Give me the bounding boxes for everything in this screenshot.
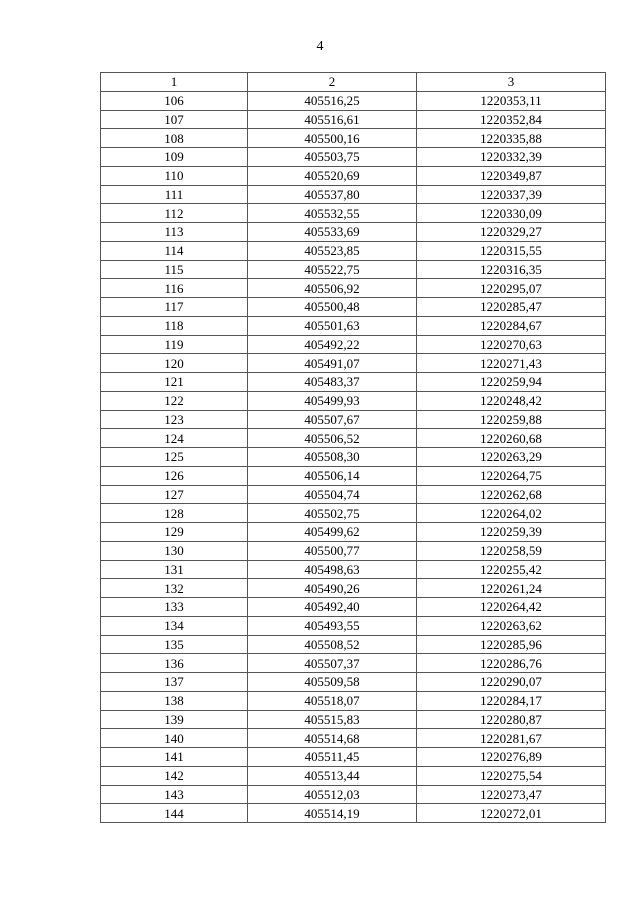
table-cell-col-1: 109 — [101, 148, 248, 167]
table-cell-col-1: 127 — [101, 485, 248, 504]
table-cell-col-1: 107 — [101, 110, 248, 129]
table-row — [101, 316, 606, 335]
table-cell-col-2: 405515,83 — [248, 710, 417, 729]
table-header — [101, 73, 606, 92]
table-row — [101, 410, 606, 429]
table-cell-col-2: 405502,75 — [248, 504, 417, 523]
table-row — [101, 466, 606, 485]
table-cell-col-2: 405514,19 — [248, 804, 417, 823]
table-cell-col-2: 405499,62 — [248, 523, 417, 542]
table-cell-col-1: 129 — [101, 523, 248, 542]
table-cell-col-2: 405500,48 — [248, 298, 417, 317]
table-cell-col-3: 1220284,67 — [417, 316, 606, 335]
table-cell-col-3: 1220264,02 — [417, 504, 606, 523]
table-cell-col-3: 1220284,17 — [417, 691, 606, 710]
table-cell-col-2: 405507,67 — [248, 410, 417, 429]
table-cell-col-1: 135 — [101, 635, 248, 654]
table-cell-col-1: 124 — [101, 429, 248, 448]
table-cell-col-2: 405492,40 — [248, 598, 417, 617]
table-row — [101, 279, 606, 298]
table-cell-col-2: 405491,07 — [248, 354, 417, 373]
table-cell-col-1: 115 — [101, 260, 248, 279]
table-row — [101, 729, 606, 748]
table-cell-col-2: 405506,52 — [248, 429, 417, 448]
table-cell-col-2: 405504,74 — [248, 485, 417, 504]
table-cell-col-3: 1220281,67 — [417, 729, 606, 748]
table-row — [101, 204, 606, 223]
table-row — [101, 260, 606, 279]
table-cell-col-2: 405520,69 — [248, 166, 417, 185]
header-cell-2: 2 — [248, 73, 417, 92]
table-cell-col-1: 108 — [101, 129, 248, 148]
table-row — [101, 129, 606, 148]
table-cell-col-3: 1220255,42 — [417, 560, 606, 579]
table-cell-col-3: 1220329,27 — [417, 223, 606, 242]
table-cell-col-2: 405523,85 — [248, 241, 417, 260]
table-cell-col-3: 1220285,96 — [417, 635, 606, 654]
table-cell-col-2: 405506,92 — [248, 279, 417, 298]
table-cell-col-3: 1220273,47 — [417, 785, 606, 804]
table-row — [101, 673, 606, 692]
table-cell-col-3: 1220332,39 — [417, 148, 606, 167]
table-cell-col-1: 110 — [101, 166, 248, 185]
table-cell-col-3: 1220261,24 — [417, 579, 606, 598]
table-row — [101, 541, 606, 560]
table-cell-col-3: 1220264,42 — [417, 598, 606, 617]
table-row — [101, 485, 606, 504]
table-cell-col-2: 405512,03 — [248, 785, 417, 804]
table-row — [101, 560, 606, 579]
table-cell-col-3: 1220280,87 — [417, 710, 606, 729]
table-cell-col-1: 119 — [101, 335, 248, 354]
table-row — [101, 110, 606, 129]
table-cell-col-3: 1220337,39 — [417, 185, 606, 204]
table-cell-col-3: 1220335,88 — [417, 129, 606, 148]
table-cell-col-3: 1220260,68 — [417, 429, 606, 448]
table-cell-col-3: 1220248,42 — [417, 391, 606, 410]
table-row — [101, 504, 606, 523]
table-cell-col-3: 1220290,07 — [417, 673, 606, 692]
table-row — [101, 691, 606, 710]
table-row — [101, 710, 606, 729]
header-cell-3: 3 — [417, 73, 606, 92]
table-row — [101, 91, 606, 110]
table-cell-col-1: 122 — [101, 391, 248, 410]
table-row — [101, 148, 606, 167]
table-body — [101, 91, 606, 822]
table-cell-col-2: 405509,58 — [248, 673, 417, 692]
table-cell-col-2: 405522,75 — [248, 260, 417, 279]
table-row — [101, 354, 606, 373]
table-cell-col-1: 121 — [101, 373, 248, 392]
table-cell-col-1: 138 — [101, 691, 248, 710]
table-row — [101, 298, 606, 317]
table-cell-col-2: 405516,61 — [248, 110, 417, 129]
table-cell-col-1: 120 — [101, 354, 248, 373]
table-row — [101, 766, 606, 785]
header-row — [101, 73, 606, 92]
table-row — [101, 579, 606, 598]
table-cell-col-1: 125 — [101, 448, 248, 467]
table-cell-col-3: 1220263,62 — [417, 616, 606, 635]
table-cell-col-2: 405483,37 — [248, 373, 417, 392]
table-cell-col-2: 405507,37 — [248, 654, 417, 673]
table-cell-col-1: 143 — [101, 785, 248, 804]
table-cell-col-2: 405532,55 — [248, 204, 417, 223]
table-cell-col-1: 112 — [101, 204, 248, 223]
table-cell-col-3: 1220272,01 — [417, 804, 606, 823]
table-row — [101, 185, 606, 204]
table-cell-col-2: 405499,93 — [248, 391, 417, 410]
table-cell-col-3: 1220316,35 — [417, 260, 606, 279]
table-cell-col-3: 1220271,43 — [417, 354, 606, 373]
table-cell-col-2: 405516,25 — [248, 91, 417, 110]
table-cell-col-3: 1220295,07 — [417, 279, 606, 298]
table-cell-col-2: 405503,75 — [248, 148, 417, 167]
table-cell-col-2: 405537,80 — [248, 185, 417, 204]
table-row — [101, 748, 606, 767]
table-row — [101, 523, 606, 542]
table-row — [101, 166, 606, 185]
table-row — [101, 429, 606, 448]
table-cell-col-2: 405508,52 — [248, 635, 417, 654]
table-cell-col-1: 132 — [101, 579, 248, 598]
table-cell-col-2: 405513,44 — [248, 766, 417, 785]
table-cell-col-2: 405493,55 — [248, 616, 417, 635]
table-cell-col-1: 133 — [101, 598, 248, 617]
table-cell-col-1: 142 — [101, 766, 248, 785]
table-cell-col-1: 106 — [101, 91, 248, 110]
table-cell-col-1: 141 — [101, 748, 248, 767]
table-cell-col-1: 117 — [101, 298, 248, 317]
table-row — [101, 804, 606, 823]
table-cell-col-1: 131 — [101, 560, 248, 579]
table-cell-col-2: 405492,22 — [248, 335, 417, 354]
table-cell-col-1: 116 — [101, 279, 248, 298]
table-cell-col-3: 1220315,55 — [417, 241, 606, 260]
table-cell-col-1: 128 — [101, 504, 248, 523]
coordinates-table — [100, 72, 606, 823]
table-cell-col-2: 405511,45 — [248, 748, 417, 767]
table-cell-col-3: 1220349,87 — [417, 166, 606, 185]
table-row — [101, 373, 606, 392]
table-cell-col-1: 126 — [101, 466, 248, 485]
header-cell-1: 1 — [101, 73, 248, 92]
table-cell-col-3: 1220258,59 — [417, 541, 606, 560]
table-cell-col-2: 405498,63 — [248, 560, 417, 579]
table-cell-col-1: 130 — [101, 541, 248, 560]
table-cell-col-3: 1220330,09 — [417, 204, 606, 223]
table-cell-col-1: 134 — [101, 616, 248, 635]
table-row — [101, 635, 606, 654]
table-cell-col-2: 405514,68 — [248, 729, 417, 748]
table-cell-col-2: 405508,30 — [248, 448, 417, 467]
table-cell-col-3: 1220263,29 — [417, 448, 606, 467]
table-cell-col-2: 405501,63 — [248, 316, 417, 335]
table-cell-col-3: 1220285,47 — [417, 298, 606, 317]
table-row — [101, 391, 606, 410]
table-cell-col-1: 113 — [101, 223, 248, 242]
table-cell-col-1: 118 — [101, 316, 248, 335]
table-cell-col-3: 1220262,68 — [417, 485, 606, 504]
table-cell-col-1: 136 — [101, 654, 248, 673]
table-cell-col-2: 405490,26 — [248, 579, 417, 598]
table-row — [101, 241, 606, 260]
table-row — [101, 654, 606, 673]
table-cell-col-3: 1220259,88 — [417, 410, 606, 429]
table-cell-col-1: 144 — [101, 804, 248, 823]
table-cell-col-1: 114 — [101, 241, 248, 260]
table-cell-col-2: 405500,77 — [248, 541, 417, 560]
table-cell-col-3: 1220286,76 — [417, 654, 606, 673]
table-cell-col-1: 137 — [101, 673, 248, 692]
table-cell-col-1: 140 — [101, 729, 248, 748]
table-cell-col-3: 1220353,11 — [417, 91, 606, 110]
table-cell-col-1: 139 — [101, 710, 248, 729]
table-row — [101, 598, 606, 617]
page-number: 4 — [316, 39, 324, 54]
table-cell-col-3: 1220276,89 — [417, 748, 606, 767]
table-row — [101, 616, 606, 635]
table-row — [101, 223, 606, 242]
table-cell-col-2: 405506,14 — [248, 466, 417, 485]
table-cell-col-1: 111 — [101, 185, 248, 204]
table-cell-col-3: 1220259,94 — [417, 373, 606, 392]
table-cell-col-2: 405518,07 — [248, 691, 417, 710]
table-cell-col-3: 1220270,63 — [417, 335, 606, 354]
table-cell-col-3: 1220352,84 — [417, 110, 606, 129]
table-row — [101, 785, 606, 804]
table-row — [101, 448, 606, 467]
table-row — [101, 335, 606, 354]
table-cell-col-3: 1220275,54 — [417, 766, 606, 785]
table-cell-col-2: 405500,16 — [248, 129, 417, 148]
table-cell-col-2: 405533,69 — [248, 223, 417, 242]
table-cell-col-3: 1220259,39 — [417, 523, 606, 542]
table-cell-col-3: 1220264,75 — [417, 466, 606, 485]
table-cell-col-1: 123 — [101, 410, 248, 429]
